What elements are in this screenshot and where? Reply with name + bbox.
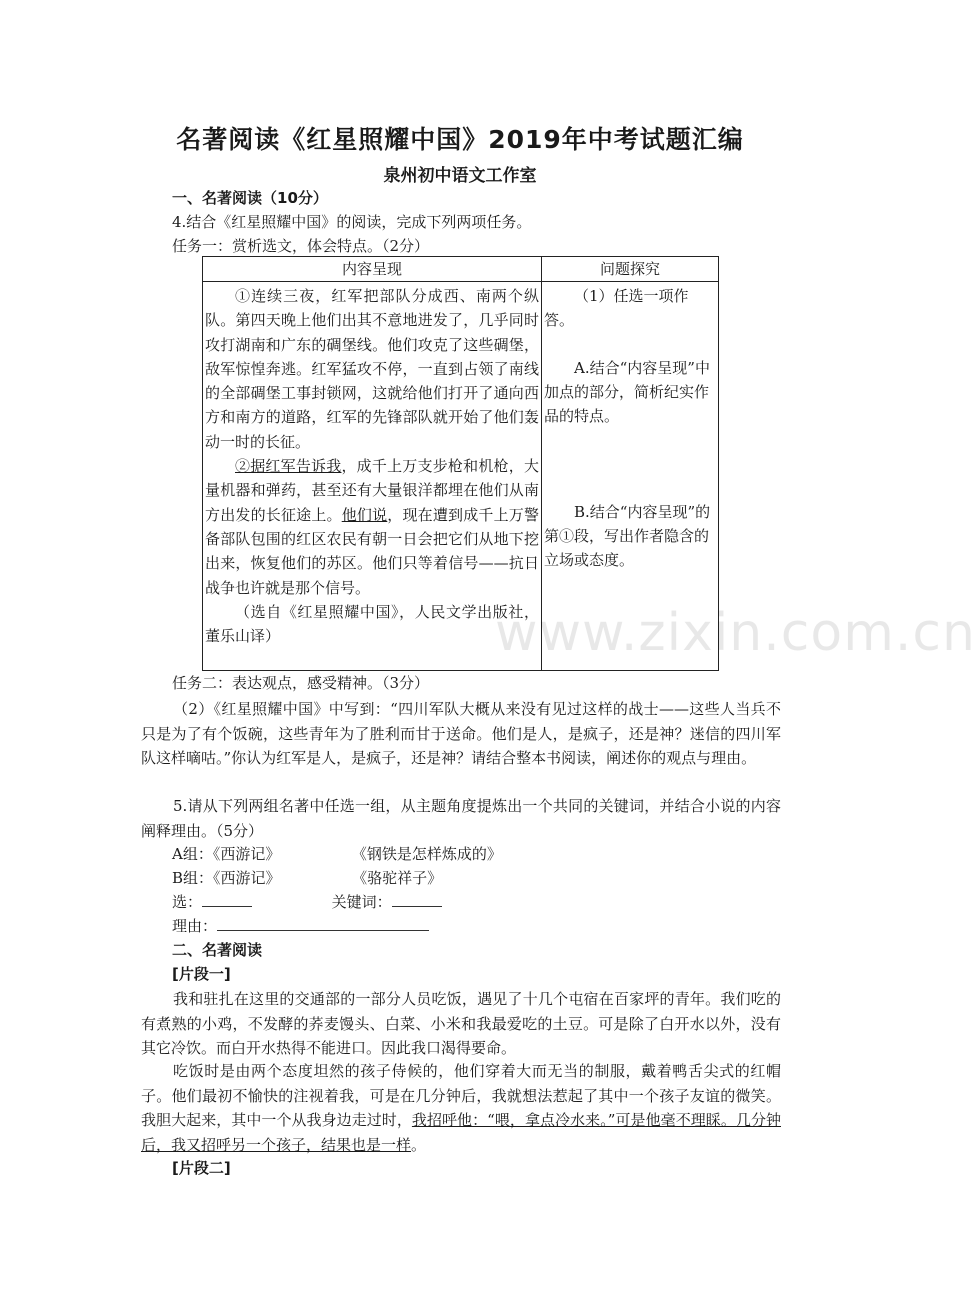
- table-header-row: [203, 257, 719, 282]
- fragment1-paragraph-1: 我和驻扎在这里的交通部的一部分人员吃饭，遇见了十几个屯宿在百家坪的青年。我们吃的有煮熟的小鸡，不发酵的荞麦馒头、白菜、小米和我最爱吃的土豆。可是除了白开水以外，没有其它冷饮。而白开水热得不能进口。因此我口渴得要命。: [141, 990, 781, 1057]
- task2-heading: 任务二：表达观点，感受精神。（3分）: [172, 674, 430, 692]
- underlined-phrase-2: 他们说: [341, 505, 388, 524]
- task2-question: （2）《红星照耀中国》中写到：“四川军队大概从来没有见过这样的战士——这些人当兵不只是为了有个饭碗，这些青年为了胜利而甘于送命。他们是人，是疯子，还是神？迷信的四川军队这样嘀咕。”你认为红军是人，是疯子，还是神？请结合整本书阅读，阐述你的观点与理由。: [141, 700, 781, 767]
- header-question: 问题探究: [542, 257, 719, 282]
- question-5: 5.请从下列两组名著中任选一组，从主题角度提炼出一个共同的关键词，并结合小说的内容阐释理由。（5分）: [141, 797, 781, 840]
- question-intro: （1）任选一项作答。: [544, 287, 689, 329]
- reason-row: [172, 915, 429, 936]
- q4-intro: 4.结合《红星照耀中国》的阅读，完成下列两项任务。: [172, 213, 532, 231]
- group-a-label: A组：《西游记》: [172, 845, 281, 863]
- keyword-label: 关键词：: [331, 893, 392, 911]
- page-subtitle: 泉州初中语文工作室: [383, 166, 537, 186]
- paragraph-marker: ①: [235, 287, 252, 305]
- fragment1-paragraph-2: 吃饭时是由两个态度坦然的孩子侍候的，他们穿着大而无当的制服，戴着鸭舌尖式的红帽子。他们最初不愉快的注视着我，可是在几分钟后，我就想法惹起了其中一个孩子友谊的微笑。我胆大起来，其中一个从我身边走过时，我招呼他：“喂，拿点冷水来。”可是他毫不理睬。几分钟后，我又招呼另一个孩子，结果也是一样。: [141, 1062, 781, 1154]
- section1-heading: 一、名著阅读（10分）: [172, 189, 328, 207]
- question-option-a: A.结合“内容呈现”中加点的部分，简析纪实作品的特点。: [544, 359, 710, 425]
- passage-paragraph-1: ①连续三夜，红军把部队分成西、南两个纵队。第四天晚上他们出其不意地进发了，几乎同时攻打湖南和广东的碉堡线。他们攻克了这些碉堡，敌军惊惶奔逃。红军猛攻不停，一直到占领了南线的全部碉堡工事封锁网，这就给他们打开了通向西方和南方的道路，红军的先锋部队就开始了他们轰动一时的长征。: [205, 287, 539, 451]
- page-title: 名著阅读《红星照耀中国》2019年中考试题汇编: [176, 125, 744, 154]
- fragment1-heading: [片段一]: [172, 965, 231, 983]
- reason-blank[interactable]: [217, 916, 429, 931]
- group-b-book2: 《骆驼祥子》: [352, 869, 443, 887]
- group-b-label: B组：《西游记》: [172, 869, 281, 887]
- group-a-book2: 《钢铁是怎样炼成的》: [351, 845, 502, 863]
- section2-heading: 二、名著阅读: [172, 941, 263, 959]
- choose-row: [172, 891, 442, 912]
- task1-heading: 任务一：赏析选文，体会特点。（2分）: [172, 237, 430, 255]
- passage-source: （选自《红星照耀中国》，人民文学出版社，董乐山译）: [205, 602, 539, 646]
- choose-label: 选：: [172, 893, 203, 911]
- watermark: www.zixin.com.cn: [495, 603, 976, 663]
- reason-label: 理由：: [172, 917, 218, 935]
- keyword-blank[interactable]: [392, 892, 442, 907]
- header-content: 内容呈现: [203, 257, 542, 282]
- choose-blank[interactable]: [202, 892, 252, 907]
- question-option-b: B.结合“内容呈现”的第①段，写出作者隐含的立场或态度。: [544, 503, 711, 569]
- group-a: [172, 843, 502, 864]
- underlined-sentence: 我招呼他：“喂，拿点冷水来。”可是他毫不理睬。几分钟后，我又招呼另一个孩子，结果也是一样: [141, 1111, 781, 1154]
- content-cell: [203, 282, 542, 671]
- passage-paragraph-2: ②据红军告诉我，成千上万支步枪和机枪，大量机器和弹药，甚至还有大量银洋都埋在他们从南方出发的长征途上。他们说，现在遭到成千上万警备部队包围的红区农民有朝一日会把它们从地下挖出来，恢复他们的苏区。他们只等着信号——抗日战争也许就是那个信号。: [205, 457, 539, 597]
- group-b: [172, 867, 442, 888]
- underlined-phrase: ②据红军告诉我: [235, 457, 342, 476]
- fragment2-heading: [片段二]: [172, 1159, 231, 1177]
